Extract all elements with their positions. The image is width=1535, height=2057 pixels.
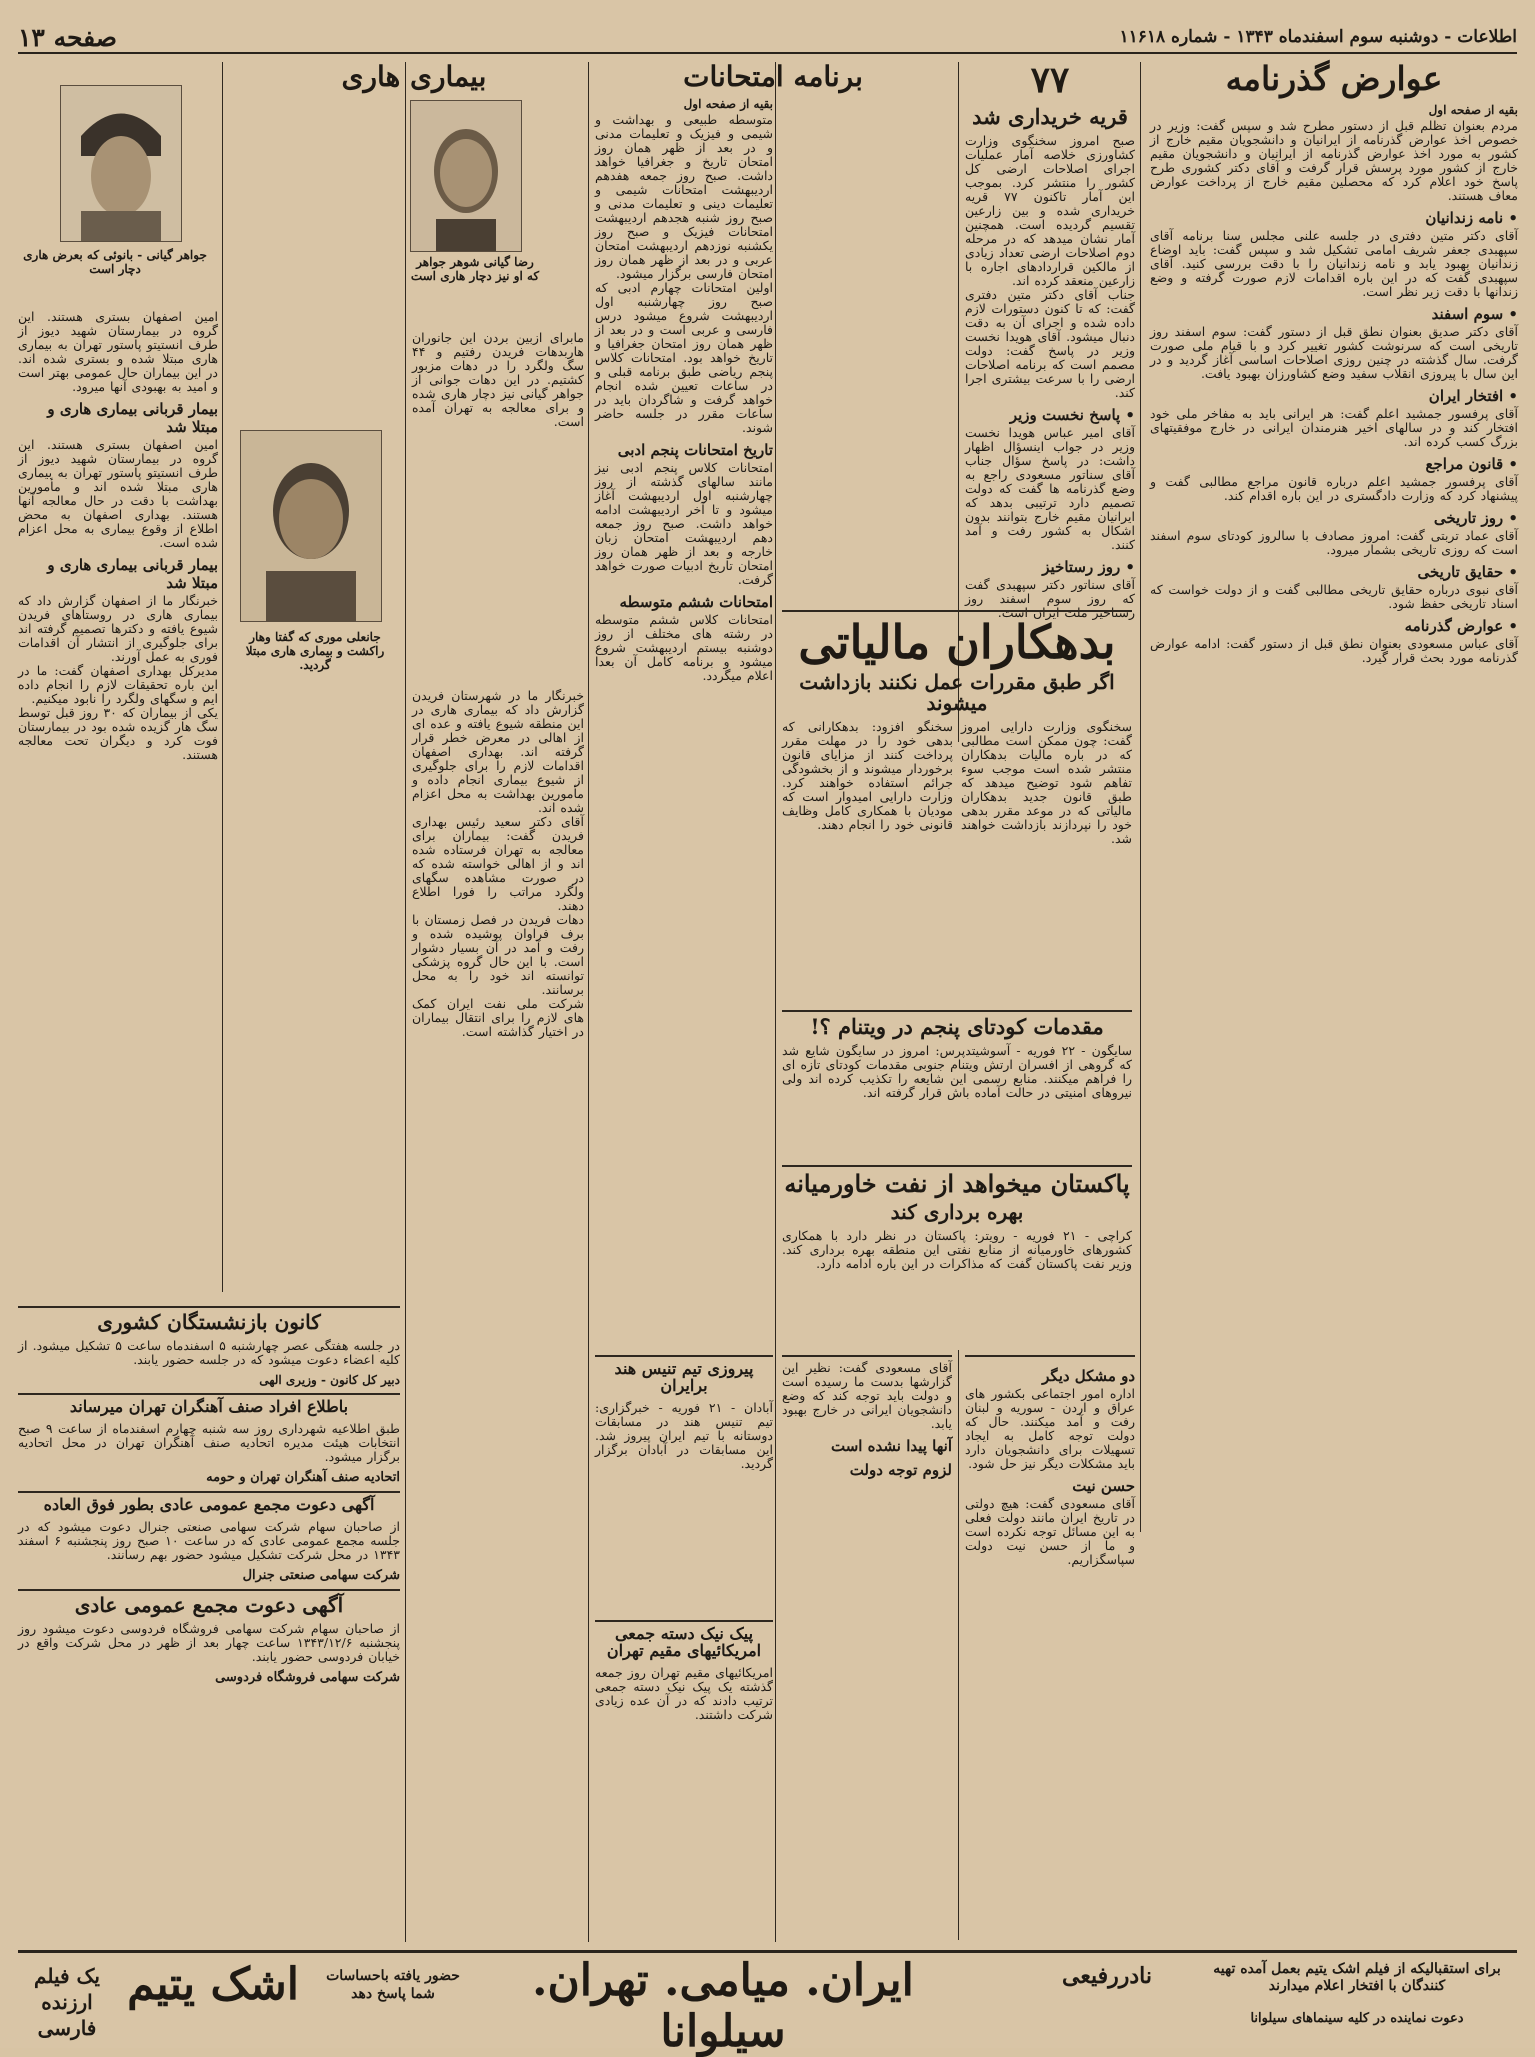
portrait-image bbox=[241, 431, 381, 621]
caption-javaher: جواهر گیانی - بانوئی که بعرض هاری دچار است bbox=[23, 248, 207, 276]
section-heading: • روز تاریخی bbox=[1433, 508, 1518, 527]
column-rabies-cont bbox=[18, 310, 218, 1290]
article-text: آقای سناتور دکتر سپهبدی گفت که روز سوم اسفند روز رستاخیز ملت ایران است. bbox=[965, 576, 1135, 620]
article-text: خبرنگار ما در شهرستان فریدن گزارش داد که بیماری هاری در این منطقه شیوع یافته و عده ای از اهالی در معرض خطر قرار گرفته اند. بهداری اصفهان اقدامات لازم را برای جلوگیری از شیوع بیماری انجام داده و مأمورین بهداشت به محل اعزام شده اند. bbox=[412, 688, 584, 816]
article-text: مابرای ازبین بردن این جانوران هاربدهات فریدن رفتیم و ۴۴ سگ ولگرد را در دهات مزبور کشتیم. در این دهات جوانی از جواهر گیانی نیز دچار هاری شده و برای معالجه به تهران آمده است. bbox=[412, 330, 584, 430]
notice-title: آگهی دعوت مجمع عمومی عادی بطور فوق العاده bbox=[43, 1494, 375, 1514]
article-text: سخنگو افزود: بدهکارانی که بدهی خود را در مهلت مقرر پرداخت کنند از مزایای قانون برخوردار میشوند و از بخشودگی جرائم استفاده خواهند کرد. وزارت دارایی امیدوار است که مودیان با همکاری کامل وظایف قانونی خود را انجام دهند. bbox=[782, 719, 953, 833]
ad-line: برای استقبالیکه از فیلم اشک یتیم بعمل آمده تهیه کنندگان با افتخار اعلام میدارند bbox=[1213, 1961, 1501, 1994]
article-government bbox=[782, 1355, 952, 1941]
section-heading: • حقایق تاریخی bbox=[1417, 562, 1518, 581]
column-rule bbox=[958, 1350, 959, 1940]
headline-exams: برنامه امتحانات bbox=[683, 60, 863, 93]
article-text: کراچی - ۲۱ فوریه - رویتر: پاکستان در نظر دارد با همکاری کشورهای خاورمیانه از منابع نفتی این منطقه بهره برداری کند. وزیر نفت پاکستان گفت که مذاکرات در این باره ادامه دارد. bbox=[782, 1228, 1133, 1272]
article-text: امتحانات کلاس ششم متوسطه در رشته های مختلف از روز دوشنبه بیستم اردیبهشت شروع میشود و برنامه کامل آن بعدا اعلام میگردد. bbox=[595, 612, 773, 684]
article-tax-debtors bbox=[782, 610, 1132, 998]
section-heading: • روز رستاخیز bbox=[1042, 557, 1135, 576]
portrait-image bbox=[61, 86, 181, 241]
article-text: جناب آقای دکتر متین دفتری گفت: که تا کنون دستورات لازم داده شده و اجرای آن به دقت دنبال میشود. آقای هویدا نخست وزیر در پاسخ گفت: دولت مصمم است که برنامه اصلاحات ارضی را با سرعت بیشتری اجرا کند. bbox=[965, 286, 1135, 400]
article-text: آقای پرفسور جمشید اعلم درباره قانون مراجع مطالبی گفت و پیشنهاد کرد که وزارت دادگستری در این باره اقدام کند. bbox=[1150, 473, 1518, 503]
article-pakistan bbox=[782, 1165, 1132, 1351]
article-text: امریکائیهای مقیم تهران روز جمعه گذشته یک پیک نیک دسته جمعی ترتیب دادند که در آن عده زیادی شرکت داشتند. bbox=[595, 1664, 773, 1722]
section-heading: حسن نیت bbox=[1072, 1477, 1135, 1495]
article-two-problems bbox=[965, 1355, 1135, 1941]
notice-text: طبق اطلاعیه شهرداری روز سه شنبه چهارم اسفندماه از ساعت ۹ صبح انتخابات هیئت مدیره اتحادیه صنف آهنگران تهران در محل اتحادیه برگزار میشود. bbox=[18, 1420, 400, 1464]
photo-janali-mori bbox=[240, 430, 382, 622]
notice-title: باطلاع افراد صنف آهنگران تهران میرساند bbox=[69, 1397, 349, 1416]
article-text: دهات فریدن در فصل زمستان با برف فراوان پوشیده شده و رفت و آمد در آن بسیار دشوار است. با این حال گروه پزشکی توانسته اند خود را به محل برسانند. bbox=[412, 912, 584, 998]
notice-text: از صاحبان سهام شرکت سهامی صنعتی جنرال دعوت میشود که در جلسه مجمع عمومی عادی که در ساعت ۱۰ صبح روز پنجشنبه ۶ اسفند ۱۳۴۳ در محل شرکت تشکیل میشود حضور بهم رسانند. bbox=[18, 1518, 400, 1562]
section-heading: بیمار قربانی بیماری هاری و مبتلا شد bbox=[47, 556, 218, 592]
section-heading: • پاسخ نخست وزیر bbox=[1009, 405, 1135, 424]
notice-text: در جلسه هفتگی عصر چهارشنبه ۵ اسفندماه ساعت ۵ تشکیل میشود. از کلیه اعضاء دعوت میشود که در جلسه حضور یابند. bbox=[18, 1338, 400, 1367]
column-passport-fees bbox=[1150, 59, 1518, 1942]
headline-tennis: پیروزی تیم تنیس هند برایران bbox=[614, 1359, 754, 1395]
article-text: آقای مسعودی گفت: نظیر این گزارشها بدست ما رسیده است و دولت باید توجه کند که وضع دانشجویان ایرانی در خارج بهبود یابد. bbox=[782, 1360, 952, 1431]
section-heading: • نامه زندانیان bbox=[1425, 208, 1518, 227]
article-vietnam bbox=[782, 1010, 1132, 1166]
article-text: یکی از بیماران که ۳۰ روز قبل توسط سگ هار گزیده شده بود در بیمارستان فوت کرد و دیگران تحت معالجه هستند. bbox=[18, 705, 218, 762]
article-text: آقای عماد تربتی گفت: امروز مصادف با سالروز کودتای سوم اسفند است که روزی تاریخی بشمار میرود. bbox=[1150, 527, 1518, 557]
article-text: آقای دکتر صدیق بعنوان نطق قبل از دستور گفت: سوم اسفند روز تاریخی است که سرنوشت کشور تغییر کرد و با قیام ملی صورت گرفت. سال گذشته در چنین روزی اصلاحات اساسی آغاز گردید و در این سال با پیروزی انقلاب سفید وضع کشاورزان بهبود یافت. bbox=[1150, 323, 1518, 381]
headline-passport: عوارض گذرنامه bbox=[1225, 59, 1443, 98]
notices-block bbox=[18, 1300, 400, 1940]
article-text: متوسطه طبیعی و بهداشت و شیمی و فیزیک و تعلیمات مدنی و در بعد از ظهر همان روز امتحان تاریخ و جغرافیا خواهد داشت. صبح روز جمعه هفدهم اردیبهشت امتحانات شیمی و تعلیمات دینی و تعلیمات مدنی و صبح روز شنبه هجدهم اردیبهشت امتحانات فیزیک و صبح روز یکشنبه نوزدهم اردیبهشت امتحان عربی و در بعد از ظهر همان روز امتحان فارسی برگزار میشود. bbox=[595, 112, 773, 282]
section-heading: • قانون مراجع bbox=[1425, 454, 1518, 473]
article-text: مردم بعنوان تظلم قبل از دستور مطرح شد و سپس گفت: وزیر در خصوص اخذ عوارض گذرنامه از ایرانیان و دانشجویان مقیم خارج از کشور به مورد اخذ عوارض گذرنامه از ایرانیان و دانشجویان مقیم خارج از کشور مورد پرسش قرار گرفت و آقای دکتر کشوری طرح پاسخ خود اعلام کرد که محصلین مقیم خارج از پرداخت عوارض معاف هستند. bbox=[1150, 117, 1518, 203]
ad-cities: ایران. میامی. تهران. سیلوانا bbox=[532, 1955, 914, 2057]
column-rule bbox=[1140, 62, 1141, 1532]
ad-actor: نادررفیعی bbox=[1062, 1963, 1152, 1989]
notice-signature: شرکت سهامی فروشگاه فردوسی bbox=[215, 1669, 400, 1685]
notice-signature: اتحادیه صنف آهنگران تهران و حومه bbox=[206, 1469, 400, 1485]
article-text: امین اصفهان بستری هستند. این گروه در بیمارستان شهید دیوز از طرف انستیتو پاستور تهران به بیماری هاری مبتلا شده و بستری شده اند. در این بیماران حال عمومی بهتر است و امید به بهبودی آنها میرود. bbox=[18, 309, 218, 394]
article-text: شرکت ملی نفت ایران کمک های لازم را برای انتقال بیماران در اختیار گذاشته است. bbox=[412, 996, 584, 1040]
ad-film-label: یک فیلم ارزنده فارسی bbox=[34, 1964, 100, 2040]
section-heading: • عوارض گذرنامه bbox=[1404, 616, 1518, 635]
article-text: آقای عباس مسعودی بعنوان نطق قبل از دستور گفت: ادامه عوارض گذرنامه مورد بحث قرار گیرد. bbox=[1150, 635, 1518, 665]
notice-title: کانون بازنشستگان کشوری bbox=[97, 1310, 321, 1334]
notice-signature: دبیر کل کانون - وزیری الهی bbox=[259, 1373, 400, 1387]
article-text: آقای دکتر متین دفتری در جلسه علنی مجلس سنا برنامه آقای سپهبدی جعفر شریف امامی تشکیل شد و سپس گفت: باید اوضاع زندانیان بهبود یابد و نامه زندانیان را با دقت بررسی کنید. آقای سپهبدی گفت که در این باره اقدامات لازم صورت گرفته و وضع زندانها با دقت زیر نظر است. bbox=[1150, 227, 1518, 299]
article-text: امین اصفهان بستری هستند. این گروه در بیمارستان شهید دیوز از طرف انستیتو پاستور تهران به بیماری هاری مبتلا شده اند و مأمورین بهداشت با دقت در حال معالجه آنها هستند. بهداری اصفهان به محض اطلاع از وقوع بیماری به محل اعزام شده است. bbox=[18, 437, 218, 550]
column-rabies bbox=[341, 60, 584, 1942]
notice-general-meeting-2 bbox=[18, 1589, 400, 1685]
page-label: صفحه ۱۳ bbox=[18, 22, 117, 52]
article-text: امتحانات کلاس پنجم ادبی نیز مانند سالهای گذشته از روز چهارشنبه اول اردیبهشت آغاز میشود و تا آخر اردیبهشت ادامه خواهد داشت. صبح روز جمعه دهم اردیبهشت امتحان زبان خارجه و بعد از ظهر همان روز امتحان تاریخ ادبیات صورت خواهد گرفت. bbox=[595, 460, 773, 588]
article-text: آقای نبوی درباره حقایق تاریخی مطالبی گفت و از دولت خواست که اسناد تاریخی حفظ شود. bbox=[1150, 581, 1518, 611]
article-text: آقای پرفسور جمشید اعلم گفت: هر ایرانی باید به مفاخر ملی خود افتخار کند و در سالهای اخیر هنرمندان ایرانی در خارج موفقیتهای بزرگ کسب کرده اند. bbox=[1150, 405, 1518, 449]
notice-general-meeting bbox=[18, 1491, 400, 1583]
column-exams bbox=[595, 60, 863, 1342]
photo-reza-giani bbox=[410, 100, 522, 252]
headline-77: ۷۷ bbox=[1030, 59, 1070, 101]
portrait-image bbox=[411, 101, 521, 251]
article-tennis bbox=[595, 1355, 773, 1561]
article-picnic bbox=[595, 1620, 773, 1926]
notice-signature: شرکت سهامی صنعتی جنرال bbox=[242, 1567, 400, 1583]
continued-label: بقیه از صفحه اول bbox=[1428, 102, 1518, 117]
ad-tagline: حضور یافته باحساسات شما پاسخ دهد bbox=[326, 1968, 460, 2002]
section-heading: امتحانات ششم متوسطه bbox=[619, 593, 773, 612]
ad-film-title: اشک یتیم bbox=[127, 1959, 299, 2010]
article-text: اداره امور اجتماعی بکشور های عراق و اردن - سوریه و لبنان رفت و آمد میکنند. حال که دولت توجه کامل به ایجاد تسهیلات برای دانشجویان دارد باید مشکلات دیگر نیز حل شود. bbox=[965, 1386, 1135, 1471]
headline-rabies: بیماری هاری bbox=[341, 60, 487, 93]
notice-text: از صاحبان سهام شرکت سهامی فروشگاه فردوسی دعوت میشود روز پنجشنبه ۱۳۴۳/۱۲/۶ ساعت چهار بعد از ظهر در محل شرکت واقع در خیابان فردوسی حضور یابند. bbox=[18, 1620, 400, 1664]
issue-line: اطلاعات - دوشنبه سوم اسفندماه ۱۳۴۳ - شماره ۱۱۶۱۸ bbox=[1119, 27, 1517, 47]
footer-film-ad bbox=[18, 1950, 1517, 2057]
subheadline-tax-debtors: اگر طبق مقررات عمل نکنند بازداشت میشوند bbox=[799, 670, 1115, 716]
column-rule bbox=[775, 62, 776, 1942]
headline-tax-debtors: بدهکاران مالیاتی bbox=[798, 615, 1116, 669]
masthead bbox=[18, 22, 1517, 54]
headline-vietnam: مقدمات کودتای پنجم در ویتنام ؟! bbox=[810, 1014, 1104, 1039]
article-text: سخنگوی وزارت دارایی امروز گفت: چون ممکن است مطالبی که در باره مالیات بدهکاران منتشر شده است موجب سوء تفاهم شود توضیح میدهد که طبق قانون جدید بدهکاران مالیاتی که در موعد مقرر بدهی خود را نپردازند بازداشت خواهند شد. bbox=[961, 719, 1132, 847]
article-text: سایگون - ۲۲ فوریه - آسوشیتدپرس: امروز در سایگون شایع شد که گروهی از افسران ارتش ویتنام جنوبی مقدمات کودتای تازه ای را فراهم میکنند. منابع رسمی این شایعه را تکذیب کرده اند ولی نیروهای امنیتی در حالت آماده باش قرار گرفته اند. bbox=[782, 1043, 1132, 1101]
section-heading: تاریخ امتحانات پنجم ادبی bbox=[617, 441, 773, 460]
subheadline-villages: قریه خریداری شد bbox=[972, 103, 1128, 129]
section-heading: آنها پیدا نشده است bbox=[831, 1437, 952, 1455]
section-heading: بیمار قربانی بیماری هاری و مبتلا شد bbox=[47, 400, 218, 436]
subheadline-pakistan: بهره برداری کند bbox=[890, 1200, 1024, 1225]
section-heading: لزوم توجه دولت bbox=[849, 1461, 952, 1479]
headline-picnic: پیک نیک دسته جمعی امریکائیهای مقیم تهران bbox=[606, 1624, 762, 1660]
column-rule bbox=[222, 62, 223, 1292]
section-heading: • افتخار ایران bbox=[1428, 386, 1518, 405]
notice-retirees bbox=[18, 1306, 400, 1387]
section-heading: • سوم اسفند bbox=[1431, 304, 1518, 323]
article-text: آقای امیر عباس هویدا نخست وزیر در جواب اینسؤال اظهار داشت: در پاسخ سؤال جناب آقای سناتور مسعودی راجع به وضع گذرنامه ها گفت که دولت تصمیم دارد ترتیبی بدهد که ایرانیان مقیم خارج بتوانند بدون اشکال به کشور رفت و آمد کنند. bbox=[965, 424, 1135, 552]
article-text: صبح امروز سخنگوی وزارت کشاورزی خلاصه آمار عملیات اجرای اصلاحات ارضی کل کشور را منتشر کرد. بموجب این آمار تاکنون ۷۷ قریه خریداری شده و بین زارعین تقسیم گردیده است. همچنین آمار نشان میدهد که در مرحله دوم اصلاحات ارضی تعداد زیادی از مالکین قراردادهای اجاره با زارعین منعقد کرده اند. bbox=[965, 132, 1135, 288]
notice-title: آگهی دعوت مجمع عمومی عادی bbox=[74, 1592, 344, 1617]
article-text: خبرنگار ما از اصفهان گزارش داد که بیماری هاری در روستاهای فریدن شیوع یافته و دکترها تصمیم گرفته اند برای جلوگیری از انتشار آن اقدامات فوری به عمل آورند. bbox=[18, 593, 218, 664]
article-text: آقای مسعودی گفت: هیچ دولتی در تاریخ ایران مانند دولت فعلی به این مسائل توجه نکرده است و ما از حسن نیت دولت سپاسگزاریم. bbox=[965, 1496, 1135, 1567]
column-rule bbox=[405, 62, 406, 1942]
article-text: آقای دکتر سعید رئیس بهداری فریدن گفت: بیماران برای معالجه به تهران فرستاده شده اند و از اهالی خواسته شده که در صورت مشاهده سگهای ولگرد مراتب را فورا اطلاع دهند. bbox=[412, 814, 584, 914]
headline-pakistan: پاکستان میخواهد از نفت خاورمیانه bbox=[784, 1169, 1130, 1198]
article-text: اولین امتحانات چهارم ادبی که صبح روز چهارشنبه اول اردیبهشت شروع میشود درس فارسی و عربی است و در بعد از ظهر همان روز امتحان جغرافیا و تاریخ خواهد بود. امتحانات کلاس پنجم ریاضی طبق برنامه قبلی و در ساعات تعیین شده انجام خواهد گرفت و شاگردان باید در ساعات مقرر در جلسه حاضر شوند. bbox=[595, 280, 773, 436]
notice-blacksmiths bbox=[18, 1393, 400, 1485]
caption-reza: رضا گیانی شوهر جواهر که او نیز دچار هاری است bbox=[410, 255, 540, 283]
article-text: مدیرکل بهداری اصفهان گفت: ما در این باره تحقیقات لازم را انجام داده ایم و سگهای ولگرد را نابود میکنیم. bbox=[18, 663, 218, 706]
ad-invite: دعوت نماینده در کلیه سینماهای سیلوانا bbox=[1250, 2011, 1464, 2026]
caption-janali: جانعلی موری که گفتا وهار راکشت و بیماری هاری مبتلا گردید. bbox=[245, 630, 385, 672]
continued-label: بقیه از صفحه اول bbox=[683, 97, 773, 112]
photo-javaher-giani bbox=[60, 85, 182, 242]
article-text: آبادان - ۲۱ فوریه - خبرگزاری: تیم تنیس هند در مسابقات دوستانه با تیم ایران پیروز شد. این مسابقات در آبادان برگزار گردید. bbox=[595, 1399, 773, 1471]
column-rule bbox=[588, 62, 589, 1942]
section-heading: دو مشکل دیگر bbox=[1042, 1367, 1135, 1385]
